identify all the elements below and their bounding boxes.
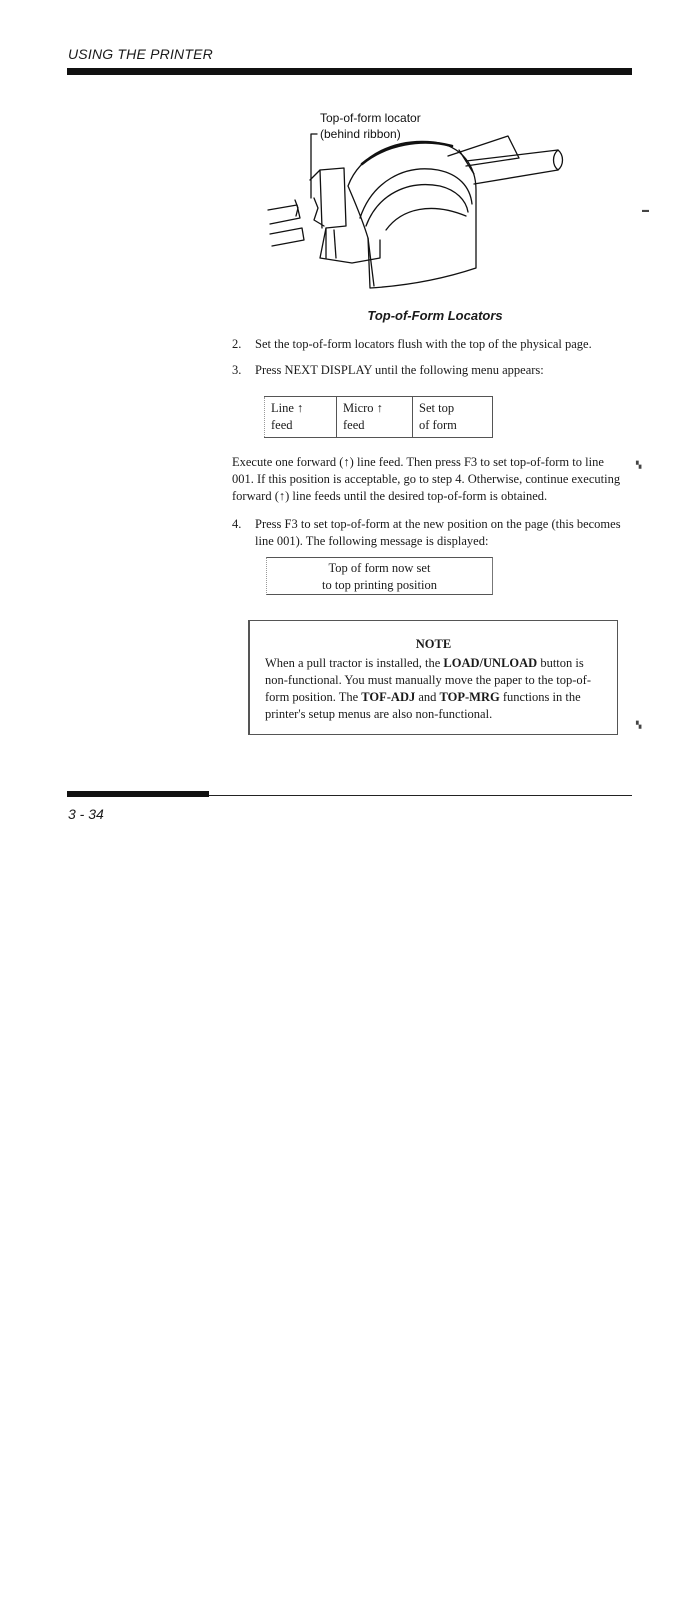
note-body [265,655,605,723]
note-bold-term: TOF-ADJ [361,690,416,704]
menu-option-line1: Micro ↑ [343,401,383,415]
scan-speck: ▚ [636,461,642,469]
instruction-paragraph: Execute one forward (↑) line feed. Then press F3 to set top-of-form to line 001. If this position is acceptable, go to step 4. Otherwise, continue executing forward (↑) line feeds until the desired top-of-form is obtained. [232,455,621,503]
menu-option-line1: Line ↑ [271,401,304,415]
note-text: and [415,690,440,704]
scan-speck: ▚ [636,721,642,729]
menu-option-line-feed [264,397,336,437]
note-text: When a pull tractor is installed, the [265,656,444,670]
step-text: Set the top-of-form locators flush with the top of the physical page. [255,337,592,351]
note-bold-term: LOAD/UNLOAD [443,656,538,670]
step-number: 2. [232,337,242,351]
message-line2: to top printing position [322,578,437,592]
page-number: 3 - 34 [68,806,104,822]
top-of-form-figure [262,108,582,298]
footer-rule-thick [67,791,209,797]
note-bold-term: TOP-MRG [439,690,500,704]
menu-option-line1: Set top [419,401,455,415]
step-number: 3. [232,363,242,377]
figure-caption: Top-of-Form Locators [367,308,503,323]
note-text: button is non-functional. You must manually move the paper to the top-of-form position. The [265,656,591,704]
running-header: USING THE PRINTER [68,46,213,62]
footer-rule-thin [209,795,632,796]
menu-option-line2: feed [271,418,293,432]
menu-option-micro-feed [336,397,412,437]
menu-option-line2: of form [419,418,457,432]
menu-option-set-top-of-form [412,397,493,437]
step-text: Press NEXT DISPLAY until the following menu appears: [255,363,544,377]
note-box [248,620,618,735]
note-heading: NOTE [415,637,452,651]
message-line1: Top of form now set [328,561,431,575]
header-rule [67,68,632,75]
note-text: functions in the printer's setup menus are also non-functional. [265,690,581,721]
lcd-menu-display [264,396,493,438]
printer-illustration [262,108,582,298]
menu-option-line2: feed [343,418,365,432]
step-text: Press F3 to set top-of-form at the new position on the page (this becomes line 001). The following message is displayed: [255,517,621,548]
lcd-message-display [266,557,493,595]
scan-speck: ▬ [642,206,649,214]
callout-label-line2: (behind ribbon) [320,127,401,141]
callout-label-line1: Top-of-form locator [320,111,421,125]
step-number: 4. [232,517,242,531]
